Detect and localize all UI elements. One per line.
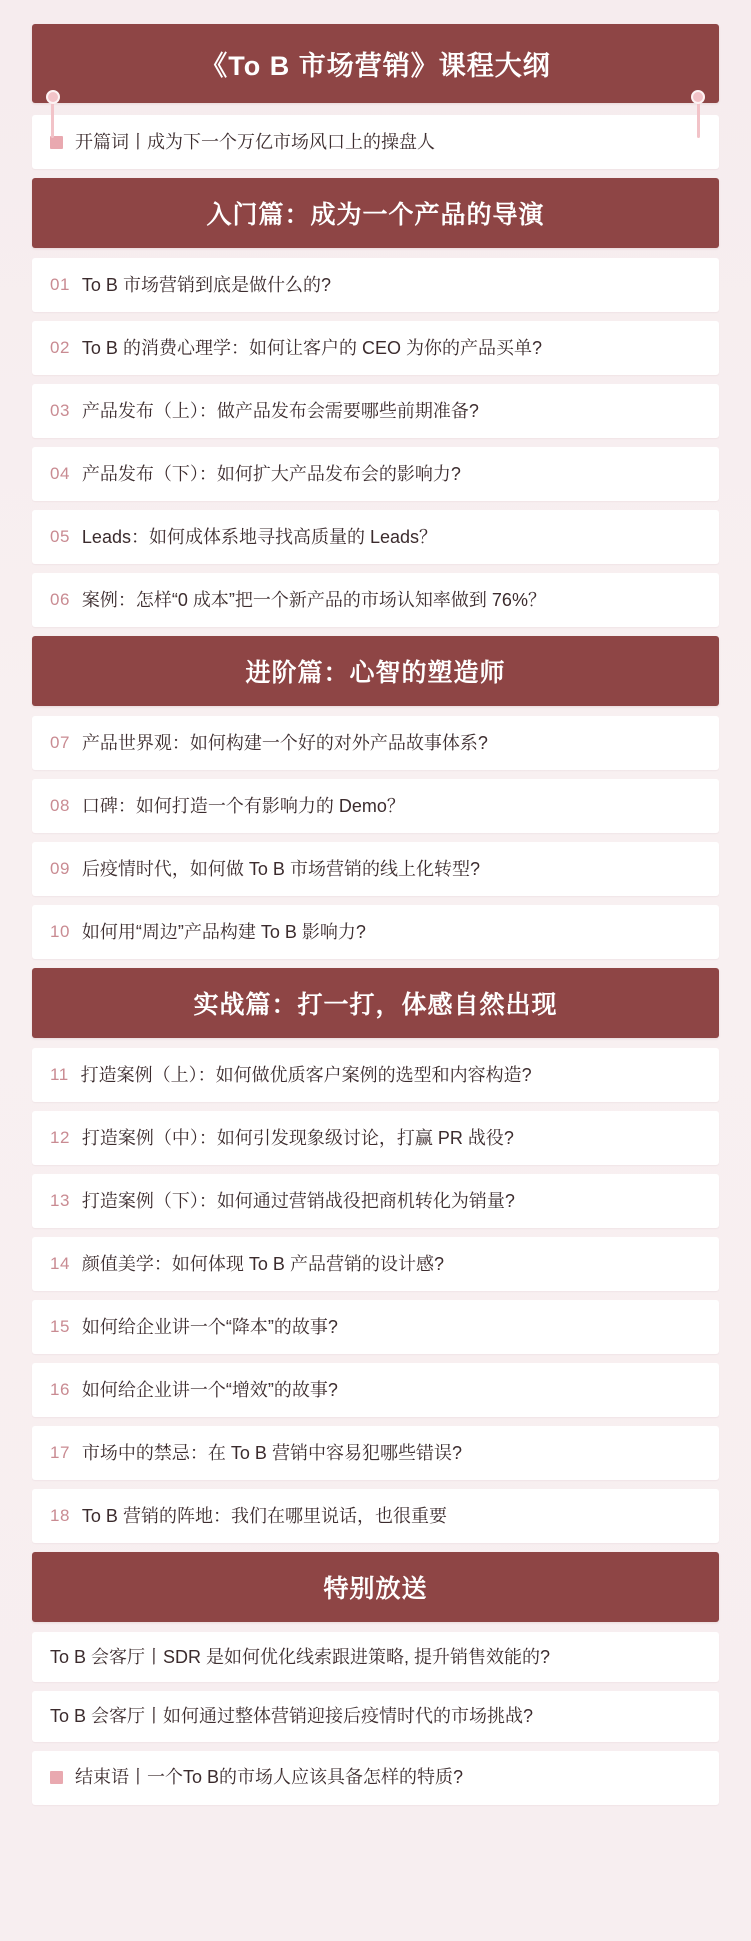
pin-right-decoration [691, 90, 705, 104]
item-label: 如何用“周边”产品构建 To B 影响力? [81, 921, 366, 942]
item-label: 案例：怎样“0 成本”把一个新产品的市场认知率做到 76%？ [81, 589, 546, 610]
opening-label: 开篇词丨成为下一个万亿市场风口上的操盘人 [75, 131, 435, 152]
list-item[interactable] [32, 447, 719, 501]
item-number: 09 [50, 859, 70, 878]
item-label: To B 会客厅丨如何通过整体营销迎接后疫情时代的市场挑战? [50, 1706, 534, 1727]
list-item[interactable] [32, 573, 719, 627]
square-bullet-icon [50, 1771, 63, 1784]
item-label: To B 会客厅丨SDR 是如何优化线索跟进策略, 提升销售效能的? [50, 1647, 551, 1667]
item-label: 产品发布（上）：做产品发布会需要哪些前期准备? [81, 400, 479, 421]
list-item[interactable] [32, 510, 719, 564]
item-label: 如何给企业讲一个“增效”的故事? [81, 1379, 338, 1400]
list-item[interactable] [32, 1300, 719, 1354]
list-item[interactable] [32, 384, 719, 438]
item-number: 17 [50, 1443, 70, 1462]
closing-label: 结束语丨一个To B的市场人应该具备怎样的特质? [75, 1767, 464, 1788]
item-number: 10 [50, 922, 70, 941]
item-label: 产品世界观：如何构建一个好的对外产品故事体系? [81, 732, 488, 753]
item-number: 14 [50, 1254, 70, 1273]
list-item[interactable] [32, 1111, 719, 1165]
list-item[interactable] [32, 1048, 719, 1102]
item-label: 市场中的禁忌：在 To B 营销中容易犯哪些错误? [81, 1442, 462, 1463]
item-label: 产品发布（下）：如何扩大产品发布会的影响力? [81, 463, 461, 484]
item-label: 颜值美学：如何体现 To B 产品营销的设计感? [81, 1253, 444, 1274]
item-number: 01 [50, 275, 70, 294]
pin-left-decoration [46, 90, 60, 104]
item-number: 16 [50, 1380, 70, 1399]
page-title: 《To B 市场营销》课程大纲 [32, 24, 719, 103]
list-item[interactable] [32, 716, 719, 770]
list-item[interactable] [32, 1632, 719, 1682]
list-item[interactable] [32, 905, 719, 959]
list-item[interactable] [32, 321, 719, 375]
section-band-1: 入门篇：成为一个产品的导演 [32, 178, 719, 248]
item-number: 05 [50, 527, 70, 546]
list-item[interactable] [32, 1174, 719, 1228]
item-label: 打造案例（中）：如何引发现象级讨论，打赢 PR 战役? [81, 1127, 514, 1148]
section-band-special: 特别放送 [32, 1552, 719, 1622]
item-number: 13 [50, 1191, 70, 1210]
item-number: 15 [50, 1317, 70, 1336]
list-item[interactable] [32, 1237, 719, 1291]
item-label: 如何给企业讲一个“降本”的故事? [81, 1316, 338, 1337]
item-number: 06 [50, 590, 70, 609]
list-item[interactable] [32, 1363, 719, 1417]
item-number: 11 [50, 1065, 69, 1084]
list-item[interactable] [32, 842, 719, 896]
item-label: To B 的消费心理学：如何让客户的 CEO 为你的产品买单? [81, 337, 542, 358]
item-label: Leads：如何成体系地寻找高质量的 Leads？ [81, 526, 438, 547]
item-label: To B 市场营销到底是做什么的? [81, 274, 331, 295]
item-label: 口碑：如何打造一个有影响力的 Demo？ [81, 795, 405, 816]
list-item[interactable] [32, 779, 719, 833]
item-label: 打造案例（下）：如何通过营销战役把商机转化为销量? [81, 1190, 515, 1211]
list-item[interactable] [32, 258, 719, 312]
item-number: 04 [50, 464, 70, 483]
item-number: 02 [50, 338, 70, 357]
opening-row[interactable] [32, 115, 719, 169]
item-number: 18 [50, 1506, 70, 1525]
item-label: To B 营销的阵地：我们在哪里说话，也很重要 [81, 1505, 447, 1526]
item-number: 03 [50, 401, 70, 420]
item-number: 08 [50, 796, 70, 815]
list-item[interactable] [32, 1426, 719, 1480]
item-label: 打造案例（上）：如何做优质客户案例的选型和内容构造? [80, 1064, 532, 1085]
item-label: 后疫情时代，如何做 To B 市场营销的线上化转型? [81, 858, 480, 879]
closing-row[interactable] [32, 1751, 719, 1805]
item-number: 12 [50, 1128, 70, 1147]
item-number: 07 [50, 733, 70, 752]
section-band-3: 实战篇：打一打，体感自然出现 [32, 968, 719, 1038]
list-item[interactable] [32, 1691, 719, 1741]
section-band-2: 进阶篇：心智的塑造师 [32, 636, 719, 706]
list-item[interactable] [32, 1489, 719, 1543]
